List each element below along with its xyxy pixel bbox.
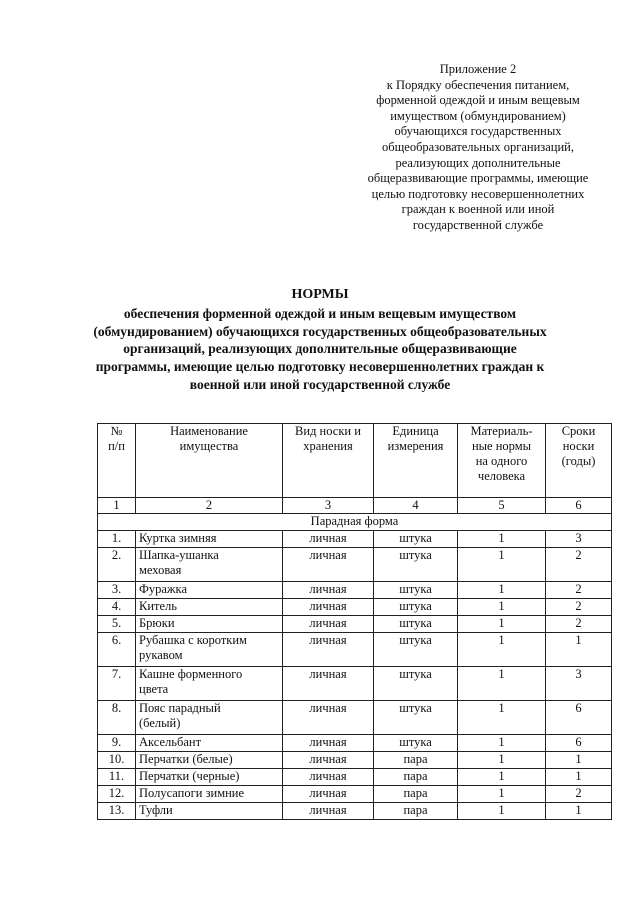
item-name — [136, 531, 283, 548]
item-wear-type: личная — [283, 735, 374, 752]
table-row — [98, 752, 612, 769]
item-norm: 1 — [458, 582, 546, 599]
item-norm: 1 — [458, 769, 546, 786]
header-line: (годы) — [561, 454, 596, 468]
appendix-block — [330, 62, 626, 234]
item-name — [136, 735, 283, 752]
item-norm: 1 — [458, 701, 546, 735]
item-wear-type: личная — [283, 752, 374, 769]
header-line: хранения — [303, 439, 353, 453]
item-wear-type: личная — [283, 769, 374, 786]
document-title: НОРМЫ — [291, 287, 349, 302]
header-wear-type — [283, 424, 374, 498]
document-subtitle-line: обеспечения форменной одеждой и иным вещевым имуществом — [123, 306, 517, 321]
item-unit: штука — [374, 667, 458, 701]
item-name-line: Рубашка с коротким — [139, 633, 247, 647]
header-line: п/п — [108, 439, 125, 453]
item-unit: штука — [374, 599, 458, 616]
item-wear-type: личная — [283, 582, 374, 599]
item-wear-type: личная — [283, 616, 374, 633]
item-wear-type: личная — [283, 667, 374, 701]
item-norm: 1 — [458, 786, 546, 803]
table-header-row — [98, 424, 612, 498]
item-name-line: (белый) — [139, 716, 181, 730]
header-line: человека — [477, 469, 526, 483]
item-number: 2. — [98, 548, 136, 582]
header-line: № — [110, 424, 123, 438]
item-unit: штука — [374, 531, 458, 548]
column-number-row — [98, 498, 612, 514]
item-name — [136, 548, 283, 582]
item-name-line: Китель — [139, 599, 177, 613]
item-number: 4. — [98, 599, 136, 616]
item-unit: пара — [374, 786, 458, 803]
item-unit: штука — [374, 616, 458, 633]
column-number: 6 — [546, 498, 612, 514]
item-number: 10. — [98, 752, 136, 769]
section-row — [98, 514, 612, 531]
column-number: 3 — [283, 498, 374, 514]
item-number: 7. — [98, 667, 136, 701]
item-name — [136, 752, 283, 769]
header-number — [98, 424, 136, 498]
item-term: 6 — [546, 735, 612, 752]
table-row — [98, 548, 612, 582]
item-term: 2 — [546, 786, 612, 803]
item-term: 3 — [546, 667, 612, 701]
appendix-line: форменной одеждой и иным вещевым — [376, 93, 580, 108]
document-subtitle-line: программы, имеющие целью подготовку несовершеннолетних граждан к — [95, 359, 545, 375]
item-term: 1 — [546, 752, 612, 769]
item-name-line: рукавом — [139, 648, 183, 662]
item-number: 3. — [98, 582, 136, 599]
table-row — [98, 633, 612, 667]
column-number: 1 — [98, 498, 136, 514]
item-term: 1 — [546, 803, 612, 820]
item-name — [136, 769, 283, 786]
item-name-line: Куртка зимняя — [139, 531, 217, 545]
document-subtitle-line: (обмундированием) обучающихся государственных общеобразовательных — [93, 323, 547, 339]
item-wear-type: личная — [283, 701, 374, 735]
item-name — [136, 786, 283, 803]
header-line: Наименование — [170, 424, 248, 438]
appendix-line: Приложение 2 — [439, 62, 517, 76]
item-term: 6 — [546, 701, 612, 735]
item-name-line: цвета — [139, 682, 169, 696]
item-name — [136, 803, 283, 820]
item-norm: 1 — [458, 803, 546, 820]
item-name-line: Полусапоги зимние — [139, 786, 245, 800]
item-norm: 1 — [458, 633, 546, 667]
item-number: 11. — [98, 769, 136, 786]
item-unit: штука — [374, 701, 458, 735]
table-row — [98, 786, 612, 803]
item-name-line: Аксельбант — [139, 735, 202, 749]
header-line: измерения — [387, 439, 444, 453]
appendix-line: к Порядку обеспечения питанием, — [386, 77, 570, 92]
item-norm: 1 — [458, 531, 546, 548]
item-unit: штука — [374, 735, 458, 752]
item-name — [136, 701, 283, 735]
item-number: 13. — [98, 803, 136, 820]
header-line: имущества — [179, 439, 239, 453]
item-wear-type: личная — [283, 803, 374, 820]
item-term: 1 — [546, 633, 612, 667]
item-name — [136, 582, 283, 599]
appendix-line: обучающихся государственных — [394, 124, 562, 139]
item-wear-type: личная — [283, 548, 374, 582]
item-name — [136, 633, 283, 667]
norms-table — [97, 423, 612, 820]
item-unit: штука — [374, 582, 458, 599]
item-unit: штука — [374, 633, 458, 667]
item-name-line: Шапка-ушанка — [139, 548, 219, 562]
table-row — [98, 803, 612, 820]
document-heading — [80, 286, 560, 394]
norms-table-body — [98, 424, 612, 820]
item-name-line: Перчатки (белые) — [139, 752, 233, 766]
item-name — [136, 599, 283, 616]
item-term: 2 — [546, 582, 612, 599]
header-name — [136, 424, 283, 498]
header-line: ные нормы — [471, 439, 532, 453]
table-row — [98, 769, 612, 786]
item-number: 9. — [98, 735, 136, 752]
item-norm: 1 — [458, 599, 546, 616]
item-norm: 1 — [458, 667, 546, 701]
table-row — [98, 616, 612, 633]
header-line: Вид носки и — [295, 424, 361, 438]
header-line: Материаль- — [470, 424, 533, 438]
item-unit: штука — [374, 548, 458, 582]
table-row — [98, 735, 612, 752]
appendix-line: общеобразовательных организаций, — [382, 139, 574, 154]
item-name-line: Туфли — [139, 803, 173, 817]
table-row — [98, 667, 612, 701]
item-norm: 1 — [458, 548, 546, 582]
header-term — [546, 424, 612, 498]
item-unit: пара — [374, 769, 458, 786]
item-name-line: Кашне форменного — [139, 667, 243, 681]
item-name-line: Перчатки (черные) — [139, 769, 240, 783]
appendix-line: целью подготовку несовершеннолетних — [371, 186, 585, 201]
item-term: 1 — [546, 769, 612, 786]
item-wear-type: личная — [283, 633, 374, 667]
header-unit — [374, 424, 458, 498]
header-norm — [458, 424, 546, 498]
table-row — [98, 531, 612, 548]
appendix-line: реализующих дополнительные — [395, 155, 561, 170]
item-name-line: Брюки — [139, 616, 175, 630]
item-term: 3 — [546, 531, 612, 548]
item-name — [136, 667, 283, 701]
item-unit: пара — [374, 752, 458, 769]
item-number: 1. — [98, 531, 136, 548]
header-line: Единица — [392, 424, 439, 438]
header-line: Сроки — [561, 424, 596, 438]
item-name — [136, 616, 283, 633]
header-line: на одного — [475, 454, 528, 468]
item-norm: 1 — [458, 616, 546, 633]
item-unit: пара — [374, 803, 458, 820]
item-term: 2 — [546, 548, 612, 582]
table-row — [98, 582, 612, 599]
item-term: 2 — [546, 599, 612, 616]
item-name-line: Пояс парадный — [139, 701, 221, 715]
appendix-line: государственной службе — [412, 217, 544, 232]
item-term: 2 — [546, 616, 612, 633]
column-number: 5 — [458, 498, 546, 514]
item-number: 12. — [98, 786, 136, 803]
item-number: 6. — [98, 633, 136, 667]
item-norm: 1 — [458, 752, 546, 769]
table-row — [98, 599, 612, 616]
document-subtitle-line: организаций, реализующих дополнительные общеразвивающие — [123, 341, 517, 357]
appendix-line: имуществом (обмундированием) — [390, 108, 566, 123]
column-number: 2 — [136, 498, 283, 514]
item-number: 8. — [98, 701, 136, 735]
appendix-line: граждан к военной или иной — [401, 202, 555, 217]
item-number: 5. — [98, 616, 136, 633]
item-name-line: меховая — [139, 563, 182, 577]
table-row — [98, 701, 612, 735]
item-wear-type: личная — [283, 599, 374, 616]
item-wear-type: личная — [283, 786, 374, 803]
item-name-line: Фуражка — [139, 582, 187, 596]
column-number: 4 — [374, 498, 458, 514]
header-line: носки — [562, 439, 595, 453]
appendix-line: общеразвивающие программы, имеющие — [367, 171, 589, 186]
item-norm: 1 — [458, 735, 546, 752]
item-wear-type: личная — [283, 531, 374, 548]
document-subtitle-line: военной или иной государственной службе — [189, 376, 451, 392]
section-title: Парадная форма — [98, 514, 612, 531]
